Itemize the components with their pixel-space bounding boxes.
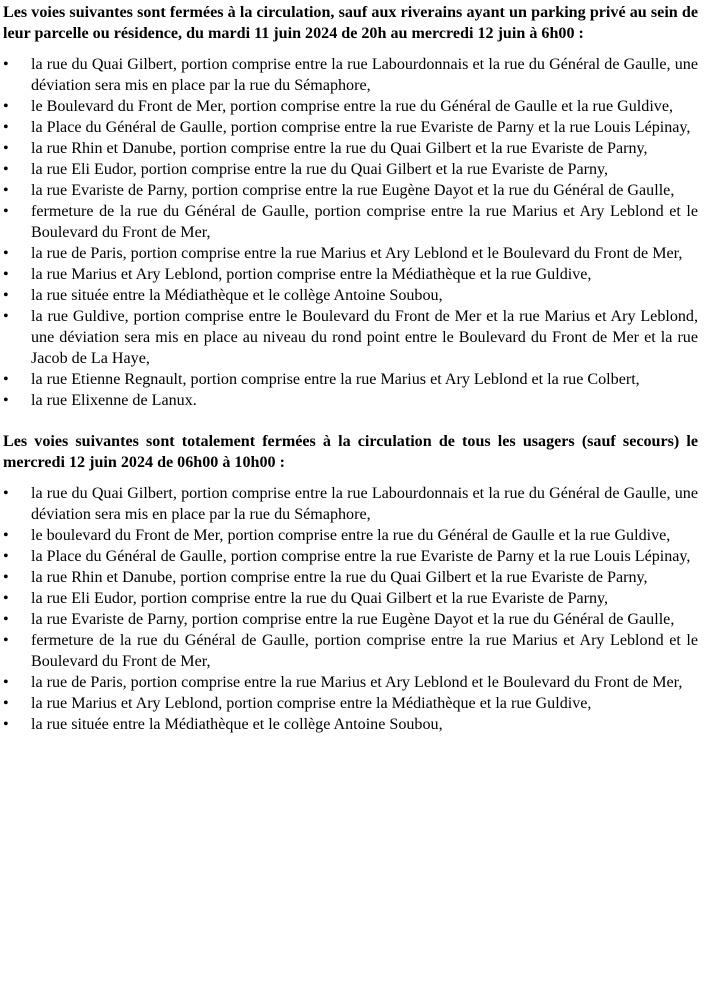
closure-item-text: la rue située entre la Médiathèque et le collège Antoine Soubou, <box>31 287 443 304</box>
closure-item-text: la rue Eli Eudor, portion comprise entre la rue du Quai Gilbert et la rue Evariste de Parny, <box>31 161 609 178</box>
section-2-heading: Les voies suivantes sont totalement fermées à la circulation de tous les usagers (sauf secours) le mercredi 12 juin 2024 de 06h00 à 10h00 : <box>3 433 698 471</box>
list-item <box>3 525 698 546</box>
section-1-closure-list <box>3 54 698 411</box>
closure-item-text: la rue Marius et Ary Leblond, portion comprise entre la Médiathèque et la rue Guldive, <box>31 695 592 712</box>
list-item <box>3 243 698 264</box>
bullet-icon: • <box>3 119 9 136</box>
list-item <box>3 609 698 630</box>
closure-item-text: la rue du Quai Gilbert, portion comprise entre la rue Labourdonnais et la rue du Général de Gaulle, une déviation sera mis en place par la rue du Sémaphore, <box>31 56 698 94</box>
bullet-icon: • <box>3 161 9 178</box>
closure-item-text: la rue Etienne Regnault, portion comprise entre la rue Marius et Ary Leblond et la rue Colbert, <box>31 371 640 388</box>
section-2-closure-list <box>3 483 698 735</box>
list-item <box>3 180 698 201</box>
list-item <box>3 117 698 138</box>
closure-item-text: le Boulevard du Front de Mer, portion comprise entre la rue du Général de Gaulle et la rue Guldive, <box>31 98 673 115</box>
bullet-icon: • <box>3 527 9 544</box>
closure-item-text: la Place du Général de Gaulle, portion comprise entre la rue Evariste de Parny et la rue Louis Lépinay, <box>31 119 691 136</box>
document-page <box>3 2 698 735</box>
list-item <box>3 306 698 369</box>
list-item <box>3 672 698 693</box>
bullet-icon: • <box>3 611 9 628</box>
list-item <box>3 714 698 735</box>
list-item <box>3 54 698 96</box>
bullet-icon: • <box>3 371 9 388</box>
bullet-icon: • <box>3 245 9 262</box>
closure-item-text: la rue du Quai Gilbert, portion comprise entre la rue Labourdonnais et la rue du Général de Gaulle, une déviation sera mis en place par la rue du Sémaphore, <box>31 485 698 523</box>
bullet-icon: • <box>3 266 9 283</box>
list-item <box>3 138 698 159</box>
closure-item-text: la rue Evariste de Parny, portion comprise entre la rue Eugène Dayot et la rue du Général de Gaulle, <box>31 611 675 628</box>
list-item <box>3 630 698 672</box>
bullet-icon: • <box>3 485 9 502</box>
bullet-icon: • <box>3 287 9 304</box>
closure-item-text: la rue située entre la Médiathèque et le collège Antoine Soubou, <box>31 716 443 733</box>
list-item <box>3 546 698 567</box>
bullet-icon: • <box>3 674 9 691</box>
section-1-heading: Les voies suivantes sont fermées à la circulation, sauf aux riverains ayant un parking privé au sein de leur parcelle ou résidence, du mardi 11 juin 2024 de 20h au mercredi 12 juin à 6h00 : <box>3 4 698 42</box>
closure-item-text: la rue de Paris, portion comprise entre la rue Marius et Ary Leblond et le Boulevard du Front de Mer, <box>31 245 683 262</box>
bullet-icon: • <box>3 695 9 712</box>
closure-item-text: le boulevard du Front de Mer, portion comprise entre la rue du Général de Gaulle et la rue Guldive, <box>31 527 671 544</box>
closure-item-text: la rue Evariste de Parny, portion comprise entre la rue Eugène Dayot et la rue du Général de Gaulle, <box>31 182 675 199</box>
list-item <box>3 201 698 243</box>
bullet-icon: • <box>3 140 9 157</box>
bullet-icon: • <box>3 203 9 220</box>
list-item <box>3 285 698 306</box>
list-item <box>3 369 698 390</box>
bullet-icon: • <box>3 569 9 586</box>
closure-item-text: la rue Elixenne de Lanux. <box>31 392 197 409</box>
closure-item-text: fermeture de la rue du Général de Gaulle, portion comprise entre la rue Marius et Ary Leblond et le Boulevard du Front de Mer, <box>31 632 698 670</box>
bullet-icon: • <box>3 590 9 607</box>
closure-item-text: la rue Guldive, portion comprise entre le Boulevard du Front de Mer et la rue Marius et Ary Leblond, une déviation sera mis en place au niveau du rond point entre le Boulevard du Front de Mer et la rue Jacob de La Haye, <box>31 308 698 367</box>
bullet-icon: • <box>3 182 9 199</box>
bullet-icon: • <box>3 98 9 115</box>
list-item <box>3 96 698 117</box>
bullet-icon: • <box>3 392 9 409</box>
closure-item-text: la rue Eli Eudor, portion comprise entre la rue du Quai Gilbert et la rue Evariste de Parny, <box>31 590 609 607</box>
list-item <box>3 159 698 180</box>
closure-item-text: fermeture de la rue du Général de Gaulle, portion comprise entre la rue Marius et Ary Leblond et le Boulevard du Front de Mer, <box>31 203 698 241</box>
closure-item-text: la rue Rhin et Danube, portion comprise entre la rue du Quai Gilbert et la rue Evariste de Parny, <box>31 140 648 157</box>
bullet-icon: • <box>3 548 9 565</box>
bullet-icon: • <box>3 632 9 649</box>
list-item <box>3 567 698 588</box>
list-item <box>3 390 698 411</box>
closure-item-text: la rue Marius et Ary Leblond, portion comprise entre la Médiathèque et la rue Guldive, <box>31 266 592 283</box>
closure-item-text: la rue de Paris, portion comprise entre la rue Marius et Ary Leblond et le Boulevard du Front de Mer, <box>31 674 683 691</box>
bullet-icon: • <box>3 716 9 733</box>
closure-item-text: la rue Rhin et Danube, portion comprise entre la rue du Quai Gilbert et la rue Evariste de Parny, <box>31 569 648 586</box>
bullet-icon: • <box>3 308 9 325</box>
list-item <box>3 483 698 525</box>
list-item <box>3 693 698 714</box>
list-item <box>3 588 698 609</box>
closure-item-text: la Place du Général de Gaulle, portion comprise entre la rue Evariste de Parny et la rue Louis Lépinay, <box>31 548 691 565</box>
list-item <box>3 264 698 285</box>
bullet-icon: • <box>3 56 9 73</box>
